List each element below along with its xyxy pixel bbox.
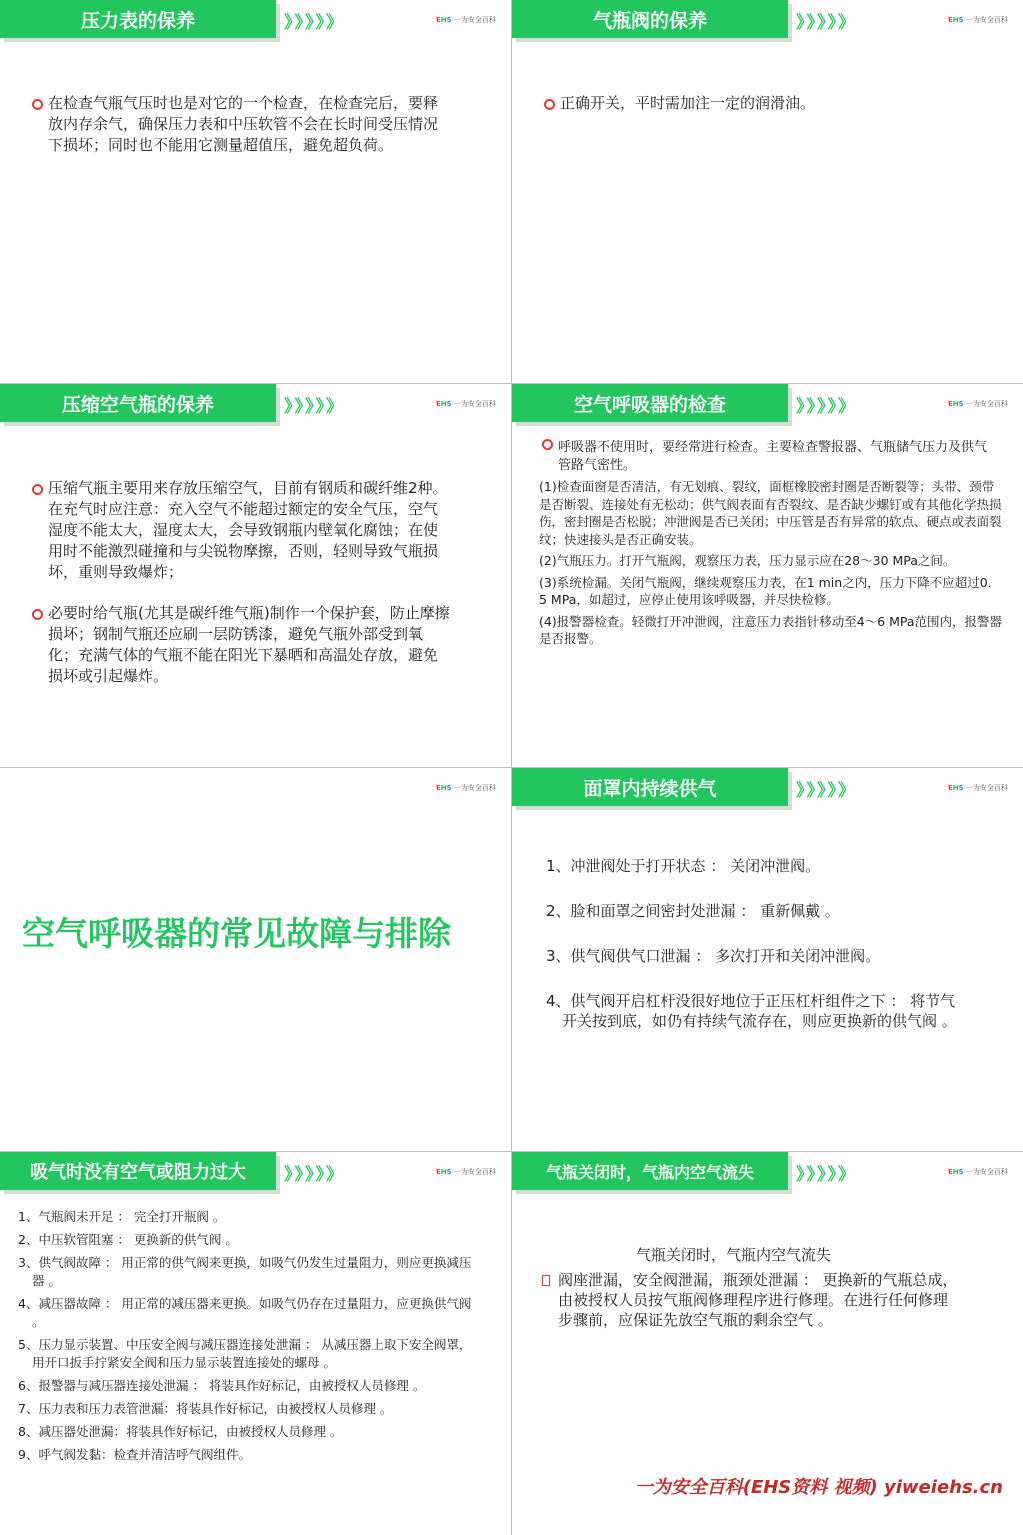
bullet-item: 阀座泄漏，安全阀泄漏，瓶颈处泄漏 ： 更换新的气瓶总成，由被授权人员按气瓶阀修理程序进行修理。在进行任何修理步骤前，应保证先放空气瓶的剩余空气 。: [542, 1270, 962, 1330]
slide-mask-continuous-flow: [512, 768, 1023, 1151]
fault-list: [546, 856, 966, 1031]
bullet-item: 压缩气瓶主要用来存放压缩空气，目前有钢质和碳纤维2种。在充气时应注意：充入空气不能超过额定的安全气压，空气湿度不能太大，湿度太大，会导致钢瓶内壁氧化腐蚀；在使用时不能激烈碰撞和与尖锐物摩擦，否则，轻则导致气瓶损坏，重则导致爆炸；: [32, 478, 452, 583]
fault-item: 3、供气阀故障 ： 用正常的供气阀来更换，如吸气仍发生过量阻力，则应更换减压器 。: [18, 1255, 472, 1288]
slide-title: 压缩空气瓶的保养: [0, 384, 276, 422]
chevron-arrows-icon: 》》》》》: [284, 397, 345, 417]
check-paragraph: (4)报警器检查。轻微打开冲泄阀，注意压力表指针移动至4～6 MPa范围内，报警器是否报警。: [539, 613, 1003, 646]
fault-item: 1、冲泄阀处于打开状态 ： 关闭冲泄阀。: [546, 857, 821, 875]
fault-item: 4、供气阀开启杠杆没很好地位于正压杠杆组件之下 ： 将节气开关按到底，如仍有持续气流存在，则应更换新的供气阀 。: [546, 992, 957, 1030]
ehs-logo: EHS 一为安全百科: [948, 400, 1008, 408]
slide-cylinder-air-loss: [512, 1152, 1023, 1535]
fault-item: 7、压力表和压力表管泄漏：将装具作好标记，由被授权人员修理 。: [18, 1401, 393, 1416]
ehs-logo: EHS 一为安全百科: [436, 16, 496, 24]
fault-item: 3、供气阀供气口泄漏 ： 多次打开和关闭冲泄阀。: [546, 947, 881, 965]
slide-title: 空气呼吸器的检查: [512, 384, 788, 422]
slide-title: 吸气时没有空气或阻力过大: [0, 1152, 276, 1190]
slide-title: 压力表的保养: [0, 0, 276, 38]
ehs-logo: EHS 一为安全百科: [948, 784, 1008, 792]
footer-brand: 一为安全百科(EHS资料 视频) yiweiehs.cn: [634, 1477, 1003, 1498]
divider: [0, 767, 1023, 768]
bullet-list: [544, 93, 984, 114]
fault-item: 9、呼气阀发黏：检查并清洁呼气阀组件。: [18, 1447, 251, 1462]
bullet-list: [542, 439, 992, 475]
bullet-list: [32, 478, 452, 687]
chevron-arrows-icon: 》》》》》: [796, 397, 857, 417]
fault-item: 2、中压软管阻塞 ： 更换新的供气阀 。: [18, 1232, 238, 1247]
chevron-arrows-icon: 》》》》》: [284, 1165, 345, 1185]
fault-item: 1、气瓶阀未开足 ： 完全打开瓶阀 。: [18, 1209, 226, 1224]
slide-compressed-cylinder: [0, 384, 511, 767]
fault-list: [18, 1208, 473, 1469]
slide-no-air-resistance: [0, 1152, 511, 1535]
slide-respirator-check: [512, 384, 1023, 767]
check-paragraph: (1)检查面窗是否清洁，有无划痕、裂纹，面框橡胶密封圈是否断裂等；头带、颈带是否断裂、连接处有无松动；供气阀表面有否裂纹、是否缺少螺钉或有其他化学热损伤，密封圈是否松脱；冲泄阀是否已关闭；中压管是否有异常的软点、硬点或表面裂纹；快速接头是否正确安装。: [539, 479, 1002, 547]
bullet-item: 呼吸器不使用时，要经常进行检查。主要检查警报器、气瓶储气压力及供气管路气密性。: [542, 439, 992, 475]
bullet-list: [32, 93, 452, 156]
divider: [0, 383, 1023, 384]
chevron-arrows-icon: 》》》》》: [796, 13, 857, 33]
fault-item: 4、减压器故障 ： 用正常的减压器来更换。如吸气仍存在过量阻力，应更换供气阀 。: [18, 1296, 472, 1329]
slide-pressure-gauge: [0, 0, 511, 383]
fault-item: 6、报警器与减压器连接处泄漏 ： 将装具作好标记，由被授权人员修理 。: [18, 1378, 426, 1393]
slide-section-title: [0, 768, 511, 1151]
section-title: 空气呼吸器的常见故障与排除: [22, 914, 451, 953]
check-paragraph: (3)系统检漏。关闭气瓶阀，继续观察压力表，在1 min之内，压力下降不应超过0．5 MPa，如超过，应停止使用该呼吸器，并尽快检修。: [539, 574, 1001, 607]
slide-title: 面罩内持续供气: [512, 768, 788, 806]
chevron-arrows-icon: 》》》》》: [284, 13, 345, 33]
chevron-arrows-icon: 》》》》》: [796, 781, 857, 801]
fault-item: 8、减压器处泄漏：将装具作好标记，由被授权人员修理 。: [18, 1424, 343, 1439]
divider: [0, 1151, 1023, 1152]
slide-subtitle: 气瓶关闭时，气瓶内空气流失: [636, 1246, 832, 1264]
fault-item: 5、压力显示装置、中压安全阀与减压器连接处泄漏 ： 从减压器上取下安全阀罩，用开口扳手拧紧安全阀和压力显示装置连接处的螺母 。: [18, 1337, 472, 1370]
ehs-logo: EHS 一为安全百科: [436, 1168, 496, 1176]
slide-title: 气瓶阀的保养: [512, 0, 788, 38]
slide-title: 气瓶关闭时，气瓶内空气流失: [512, 1152, 788, 1190]
check-paragraphs: [539, 478, 1004, 652]
ehs-logo: EHS 一为安全百科: [948, 1168, 1008, 1176]
chevron-arrows-icon: 》》》》》: [796, 1165, 857, 1185]
check-paragraph: (2)气瓶压力。打开气瓶阀，观察压力表，压力显示应在28～30 MPa之间。: [539, 553, 956, 568]
ehs-logo: EHS 一为安全百科: [436, 400, 496, 408]
slide-cylinder-valve: [512, 0, 1023, 383]
bullet-item: 在检查气瓶气压时也是对它的一个检查，在检查完后，要释放内存余气，确保压力表和中压软管不会在长时间受压情况下损坏；同时也不能用它测量超值压，避免超负荷。: [32, 93, 452, 156]
fault-item: 2、脸和面罩之间密封处泄漏 ： 重新佩戴 。: [546, 902, 840, 920]
bullet-item: 正确开关，平时需加注一定的润滑油。: [544, 93, 984, 114]
ehs-logo: EHS 一为安全百科: [436, 784, 496, 792]
bullet-item: 必要时给气瓶(尤其是碳纤维气瓶)制作一个保护套，防止摩擦损坏；钢制气瓶还应刷一层防锈漆，避免气瓶外部受到氧化；充满气体的气瓶不能在阳光下暴晒和高温处存放，避免损坏或引起爆炸。: [32, 603, 452, 687]
ehs-logo: EHS 一为安全百科: [948, 16, 1008, 24]
